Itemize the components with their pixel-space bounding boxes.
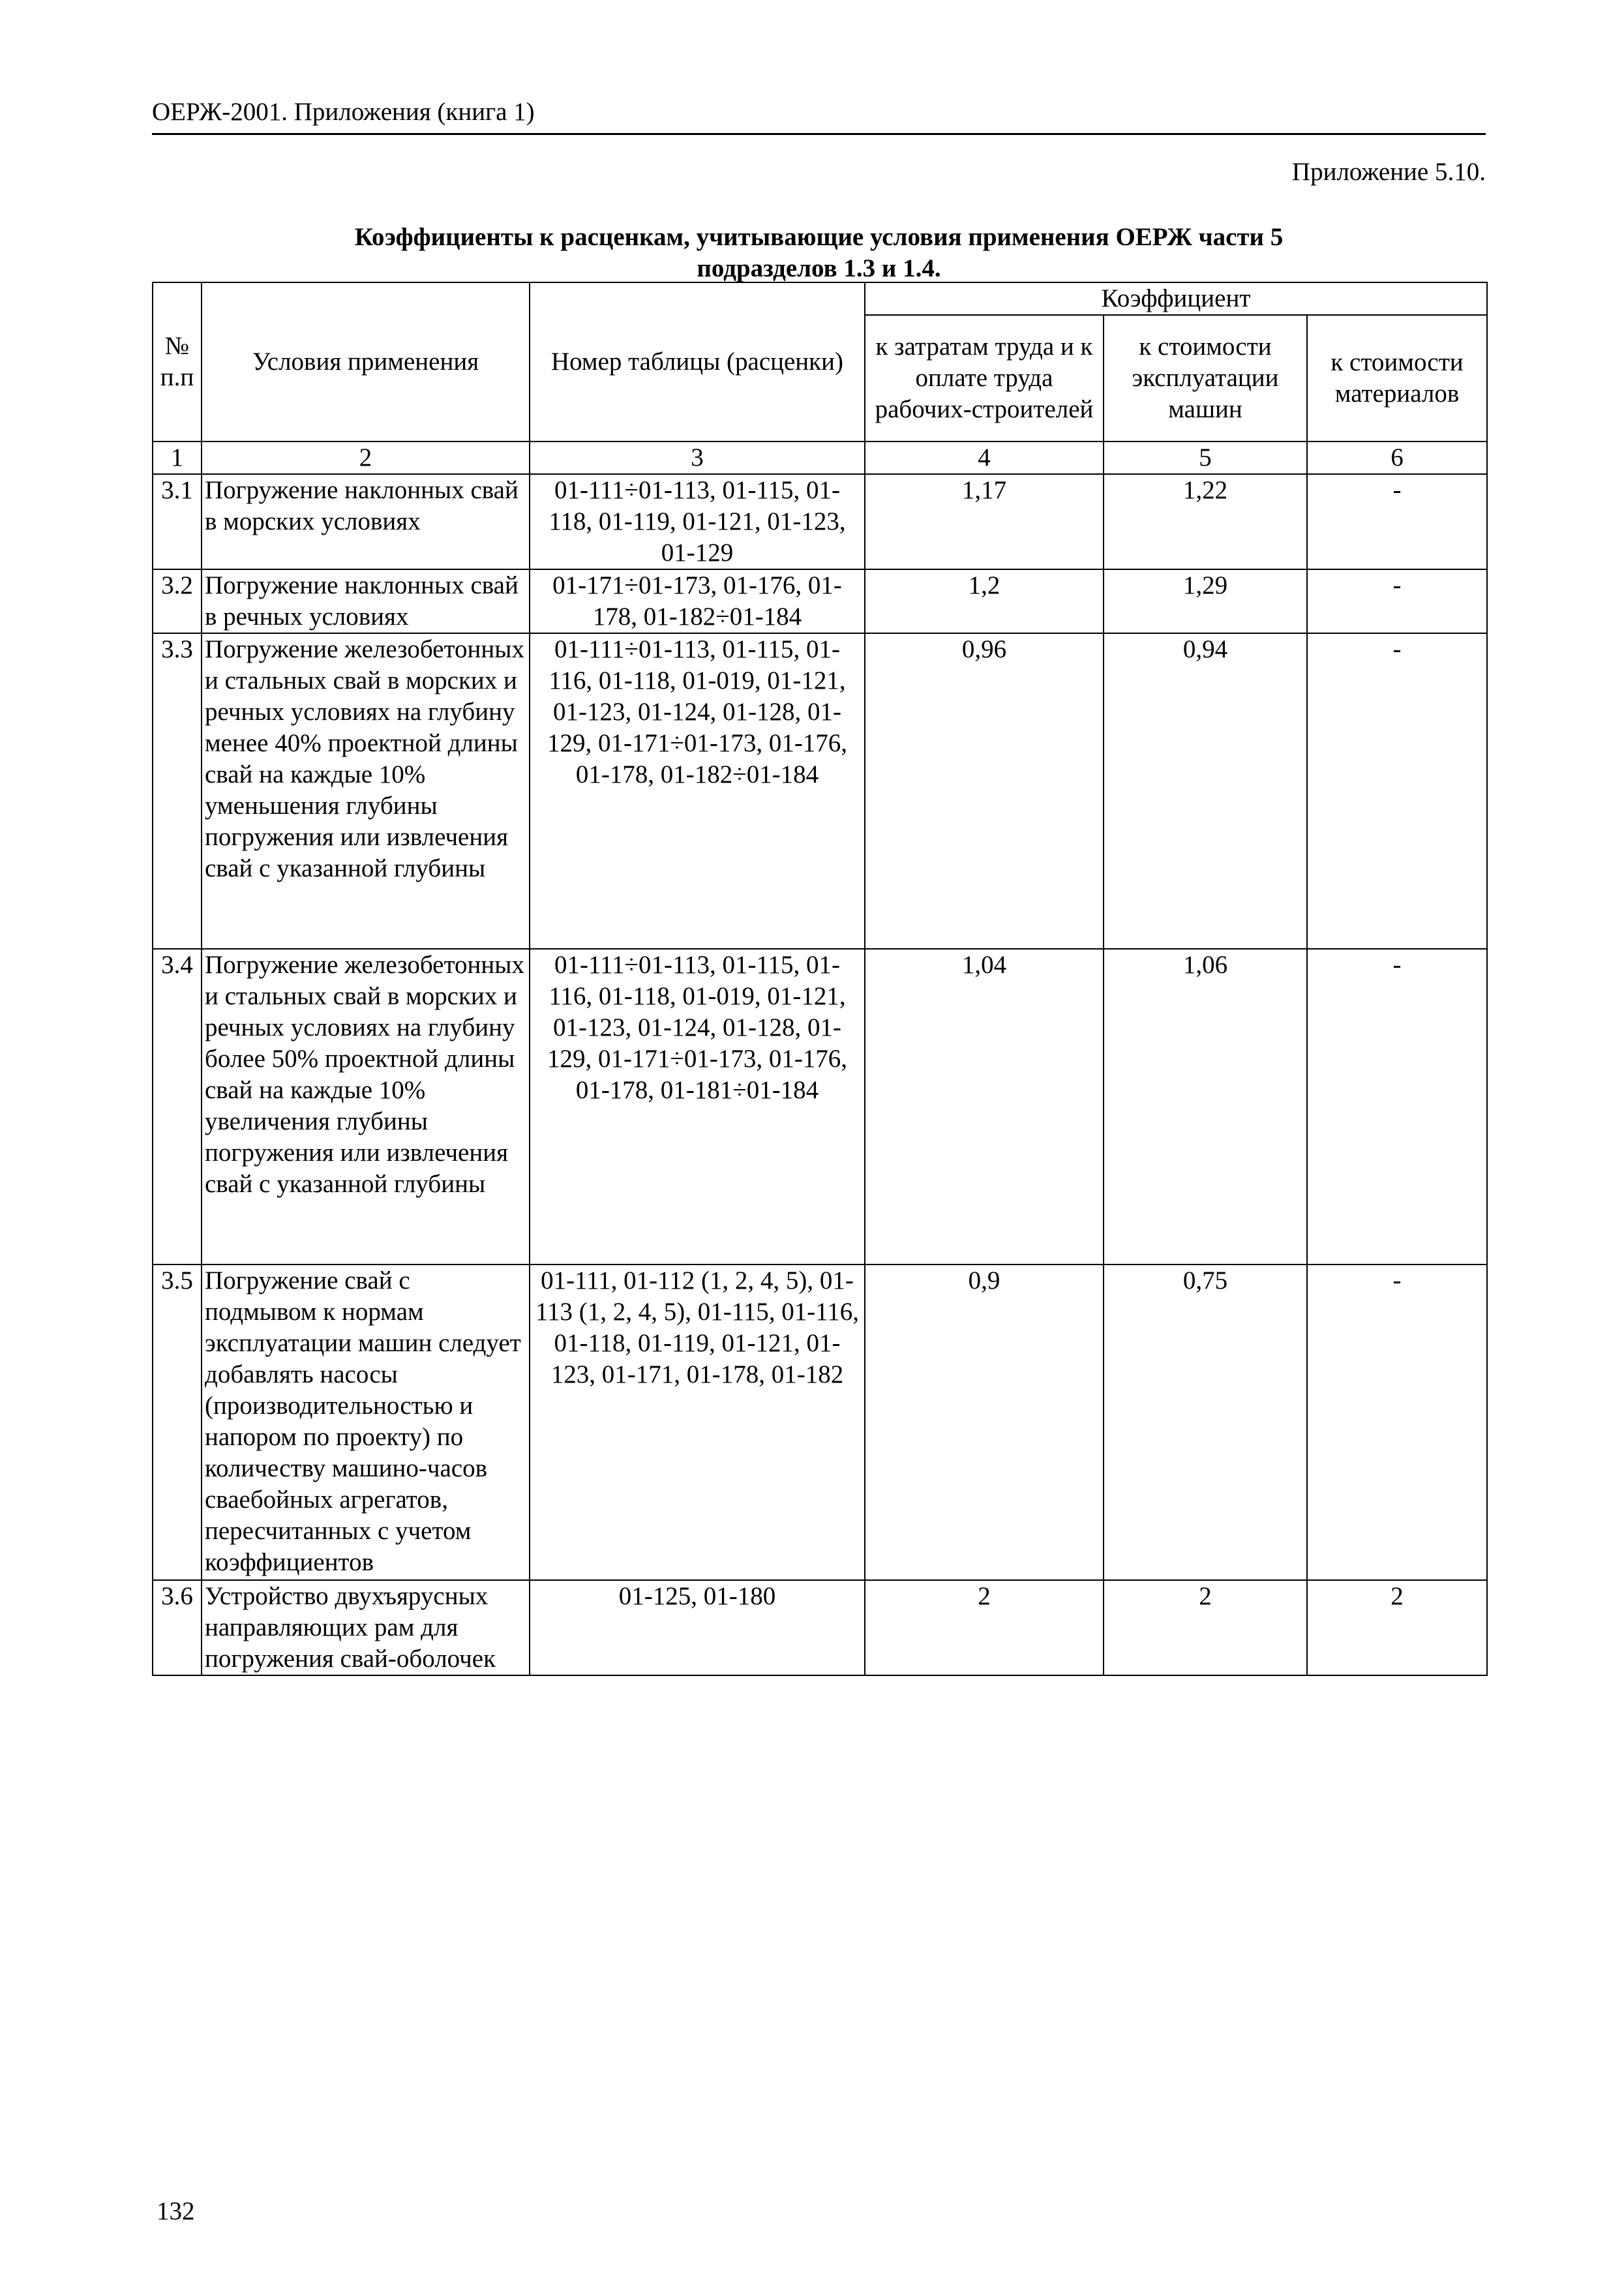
row-machines: 2	[1104, 1580, 1307, 1675]
header-num: № п.п	[153, 282, 202, 441]
row-labor: 1,04	[865, 949, 1104, 1264]
table-row	[153, 633, 1487, 949]
row-materials: -	[1307, 474, 1487, 569]
row-materials: -	[1307, 1264, 1487, 1580]
table-title-line-1: Коэффициенты к расценкам, учитывающие условия применения ОЕРЖ части 5	[354, 223, 1284, 251]
row-materials: -	[1307, 569, 1487, 633]
table-row	[153, 569, 1487, 633]
row-labor: 1,17	[865, 474, 1104, 569]
table-row	[153, 474, 1487, 569]
row-tables: 01-111, 01-112 (1, 2, 4, 5), 01-113 (1, 2, 4, 5), 01-115, 01-116, 01-118, 01-119, 01-121, 01-123, 01-171, 01-178, 01-182	[530, 1264, 865, 1580]
column-number: 4	[865, 441, 1104, 474]
coefficients-table	[152, 282, 1488, 1676]
row-tables: 01-111÷01-113, 01-115, 01-118, 01-119, 01-121, 01-123, 01-129	[530, 474, 865, 569]
row-machines: 0,75	[1104, 1264, 1307, 1580]
row-num: 3.5	[153, 1264, 202, 1580]
row-num: 3.3	[153, 633, 202, 949]
row-num: 3.1	[153, 474, 202, 569]
table-title-line-2: подразделов 1.3 и 1.4.	[697, 254, 941, 282]
row-materials: 2	[1307, 1580, 1487, 1675]
row-materials: -	[1307, 949, 1487, 1264]
row-tables: 01-171÷01-173, 01-176, 01-178, 01-182÷01-184	[530, 569, 865, 633]
column-number: 1	[153, 441, 202, 474]
row-labor: 0,96	[865, 633, 1104, 949]
row-machines: 1,29	[1104, 569, 1307, 633]
row-tables: 01-111÷01-113, 01-115, 01-116, 01-118, 01-019, 01-121, 01-123, 01-124, 01-128, 01-129, 01-171÷01-173, 01-176, 01-178, 01-182÷01-184	[530, 633, 865, 949]
column-number: 5	[1104, 441, 1307, 474]
row-condition: Погружение наклонных свай в речных условиях	[202, 569, 530, 633]
header-labor: к затратам труда и к оплате труда рабочих-строителей	[865, 315, 1104, 441]
row-num: 3.4	[153, 949, 202, 1264]
row-machines: 1,06	[1104, 949, 1307, 1264]
running-title: ОЕРЖ-2001. Приложения (книга 1)	[152, 98, 535, 126]
row-num: 3.6	[153, 1580, 202, 1675]
header-coefficient-group: Коэффициент	[865, 282, 1487, 315]
row-materials: -	[1307, 633, 1487, 949]
row-machines: 1,22	[1104, 474, 1307, 569]
column-number-row	[153, 441, 1487, 474]
table-row	[153, 1580, 1487, 1675]
row-condition: Устройство двухъярусных направляющих рам для погружения свай-оболочек	[202, 1580, 530, 1675]
column-number: 6	[1307, 441, 1487, 474]
table-row	[153, 949, 1487, 1264]
header-materials: к стоимости материалов	[1307, 315, 1487, 441]
column-number: 3	[530, 441, 865, 474]
row-condition: Погружение наклонных свай в морских условиях	[202, 474, 530, 569]
table-row	[153, 1264, 1487, 1580]
row-tables: 01-125, 01-180	[530, 1580, 865, 1675]
row-labor: 2	[865, 1580, 1104, 1675]
table-title	[152, 222, 1486, 284]
page-number: 132	[157, 2197, 195, 2225]
row-num: 3.2	[153, 569, 202, 633]
row-condition: Погружение свай с подмывом к нормам эксплуатации машин следует добавлять насосы (производительностью и напором по проекту) по количеству машино-часов сваебойных агрегатов, пересчитанных с учетом коэффициентов	[202, 1264, 530, 1580]
appendix-label: Приложение 5.10.	[1291, 158, 1486, 186]
row-labor: 0,9	[865, 1264, 1104, 1580]
row-labor: 1,2	[865, 569, 1104, 633]
header-machines: к стоимости эксплуатации машин	[1104, 315, 1307, 441]
header-table-number: Номер таблицы (расценки)	[530, 282, 865, 441]
column-number: 2	[202, 441, 530, 474]
row-machines: 0,94	[1104, 633, 1307, 949]
header-conditions: Условия применения	[202, 282, 530, 441]
row-condition: Погружение железобетонных и стальных свай в морских и речных условиях на глубину менее 40% проектной длины свай на каждые 10% уменьшения глубины погружения или извлечения свай с указанной глубины	[202, 633, 530, 949]
row-condition: Погружение железобетонных и стальных свай в морских и речных условиях на глубину более 50% проектной длины свай на каждые 10% увеличения глубины погружения или извлечения свай с указанной глубины	[202, 949, 530, 1264]
header-rule	[152, 133, 1486, 135]
row-tables: 01-111÷01-113, 01-115, 01-116, 01-118, 01-019, 01-121, 01-123, 01-124, 01-128, 01-129, 01-171÷01-173, 01-176, 01-178, 01-181÷01-184	[530, 949, 865, 1264]
